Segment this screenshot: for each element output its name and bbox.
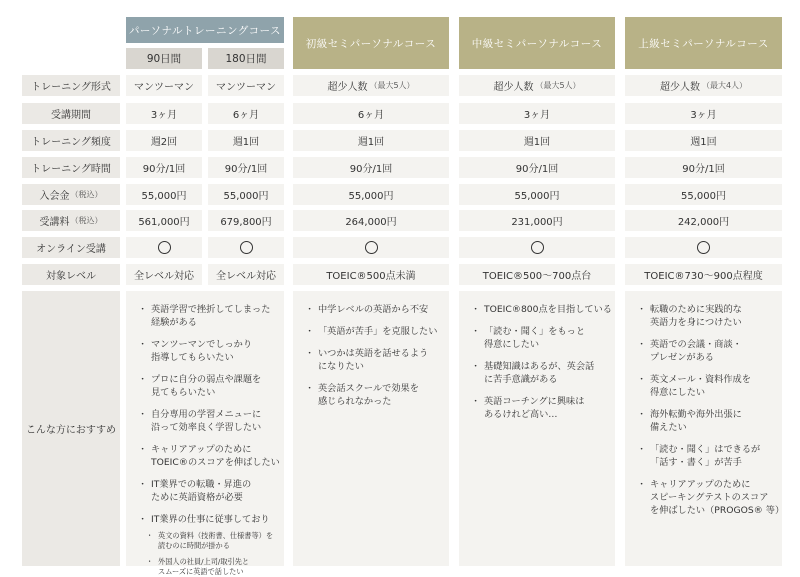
value-level-180: 全レベル対応	[208, 264, 284, 285]
list-item: ・ 英会話スクールで効果を 感じられなかった	[309, 382, 441, 408]
value-entry-fee-180: 55,000円	[208, 184, 284, 205]
value-online-advanced	[625, 237, 782, 258]
circle-available-icon	[158, 241, 171, 254]
list-item: ・ プロに自分の弱点や課題を 見てもらいたい	[142, 373, 276, 399]
list-item: ・ 英文メール・資料作成を 得意にしたい	[641, 373, 774, 399]
list-sub-item: ・ 外国人の社員/上司/取引先と スムーズに英語で話したい	[142, 557, 276, 577]
header-intermediate-course: 中級セミパーソナルコース	[459, 17, 615, 69]
recommend-advanced	[625, 291, 785, 566]
value-time-intermediate: 90分/1回	[459, 157, 615, 178]
list-item: ・ キャリアアップのために TOEIC®のスコアを伸ばしたい	[142, 443, 276, 469]
value-entry-fee-beginner: 55,000円	[293, 184, 449, 205]
value-entry-fee-intermediate: 55,000円	[459, 184, 615, 205]
header-advanced-course: 上級セミパーソナルコース	[625, 17, 782, 69]
label-entry-fee: 入会金 （税込）	[22, 184, 120, 205]
list-item: ・ 自分専用の学習メニューに 沿って効率良く学習したい	[142, 408, 276, 434]
list-item: ・ キャリアアップのために スピーキングテストのスコア を伸ばしたい（PROGOS® 等）	[641, 478, 774, 517]
value-frequency-advanced: 週1回	[625, 130, 782, 151]
value-level-advanced: TOEIC®730〜900点程度	[625, 264, 782, 285]
value-entry-fee-advanced: 55,000円	[625, 184, 782, 205]
header-beginner-course: 初級セミパーソナルコース	[293, 17, 449, 69]
list-item: ・ 英語学習で挫折してしまった 経験がある	[142, 303, 276, 329]
label-training-format: トレーニング形式	[22, 75, 120, 96]
value-tuition-intermediate: 231,000円	[459, 210, 615, 231]
subheader-180-days: 180日間	[208, 48, 284, 69]
value-period-90: 3ヶ月	[126, 103, 202, 124]
value-online-180	[208, 237, 284, 258]
value-time-beginner: 90分/1回	[293, 157, 449, 178]
value-format-180: マンツーマン	[208, 75, 284, 96]
value-frequency-intermediate: 週1回	[459, 130, 615, 151]
recommend-intermediate	[459, 291, 615, 566]
value-format-advanced: 超少人数 （最大4人）	[625, 75, 782, 96]
list-item: ・ 基礎知識はあるが、英会話 に苦手意識がある	[475, 360, 607, 386]
list-item: ・ 英語での会議・商談・ プレゼンがある	[641, 338, 774, 364]
recommend-personal	[126, 291, 284, 576]
list-item: ・ いつかは英語を話せるよう になりたい	[309, 347, 441, 373]
list-item: ・ 「読む・聞く」はできるが 「話す・書く」が苦手	[641, 443, 774, 469]
value-time-advanced: 90分/1回	[625, 157, 782, 178]
value-level-beginner: TOEIC®500点未満	[293, 264, 449, 285]
label-online: オンライン受講	[22, 237, 120, 258]
value-frequency-180: 週1回	[208, 130, 284, 151]
list-item: ・ 中学レベルの英語から不安	[309, 303, 441, 316]
value-online-beginner	[293, 237, 449, 258]
value-frequency-beginner: 週1回	[293, 130, 449, 151]
label-training-time: トレーニング時間	[22, 157, 120, 178]
value-tuition-advanced: 242,000円	[625, 210, 782, 231]
subheader-90-days: 90日間	[126, 48, 202, 69]
list-sub-item: ・ 英文の資料（技術書、仕様書等）を 読むのに時間が掛かる	[142, 531, 276, 551]
circle-available-icon	[697, 241, 710, 254]
value-online-90	[126, 237, 202, 258]
list-item: ・ IT業界での転職・昇進の ために英語資格が必要	[142, 478, 276, 504]
value-tuition-180: 679,800円	[208, 210, 284, 231]
value-format-90: マンツーマン	[126, 75, 202, 96]
list-item: ・ TOEIC®800点を目指している	[475, 303, 607, 316]
list-item: ・ 英語コーチングに興味は あるけれど高い…	[475, 395, 607, 421]
circle-available-icon	[531, 241, 544, 254]
recommend-beginner	[293, 291, 449, 566]
value-time-90: 90分/1回	[126, 157, 202, 178]
value-level-90: 全レベル対応	[126, 264, 202, 285]
value-tuition-beginner: 264,000円	[293, 210, 449, 231]
list-item: ・ 転職のために実践的な 英語力を身につけたい	[641, 303, 774, 329]
header-personal-course: パーソナルトレーニングコース	[126, 17, 284, 43]
circle-available-icon	[240, 241, 253, 254]
value-format-intermediate: 超少人数 （最大5人）	[459, 75, 615, 96]
value-tuition-90: 561,000円	[126, 210, 202, 231]
list-item: ・ 海外転勤や海外出張に 備えたい	[641, 408, 774, 434]
label-target-level: 対象レベル	[22, 264, 120, 285]
circle-available-icon	[365, 241, 378, 254]
value-online-intermediate	[459, 237, 615, 258]
value-period-beginner: 6ヶ月	[293, 103, 449, 124]
value-time-180: 90分/1回	[208, 157, 284, 178]
label-frequency: トレーニング頻度	[22, 130, 120, 151]
label-tuition: 受講料 （税込）	[22, 210, 120, 231]
value-format-beginner: 超少人数 （最大5人）	[293, 75, 449, 96]
value-level-intermediate: TOEIC®500〜700点台	[459, 264, 615, 285]
value-period-180: 6ヶ月	[208, 103, 284, 124]
list-item: ・ IT業界の仕事に従事しており	[142, 513, 276, 526]
value-frequency-90: 週2回	[126, 130, 202, 151]
list-item: ・ マンツーマンでしっかり 指導してもらいたい	[142, 338, 276, 364]
value-period-intermediate: 3ヶ月	[459, 103, 615, 124]
label-period: 受講期間	[22, 103, 120, 124]
list-item: ・ 「読む・聞く」をもっと 得意にしたい	[475, 325, 607, 351]
label-recommend: こんな方におすすめ	[22, 291, 120, 566]
value-entry-fee-90: 55,000円	[126, 184, 202, 205]
value-period-advanced: 3ヶ月	[625, 103, 782, 124]
list-item: ・ 「英語が苦手」を克服したい	[309, 325, 441, 338]
